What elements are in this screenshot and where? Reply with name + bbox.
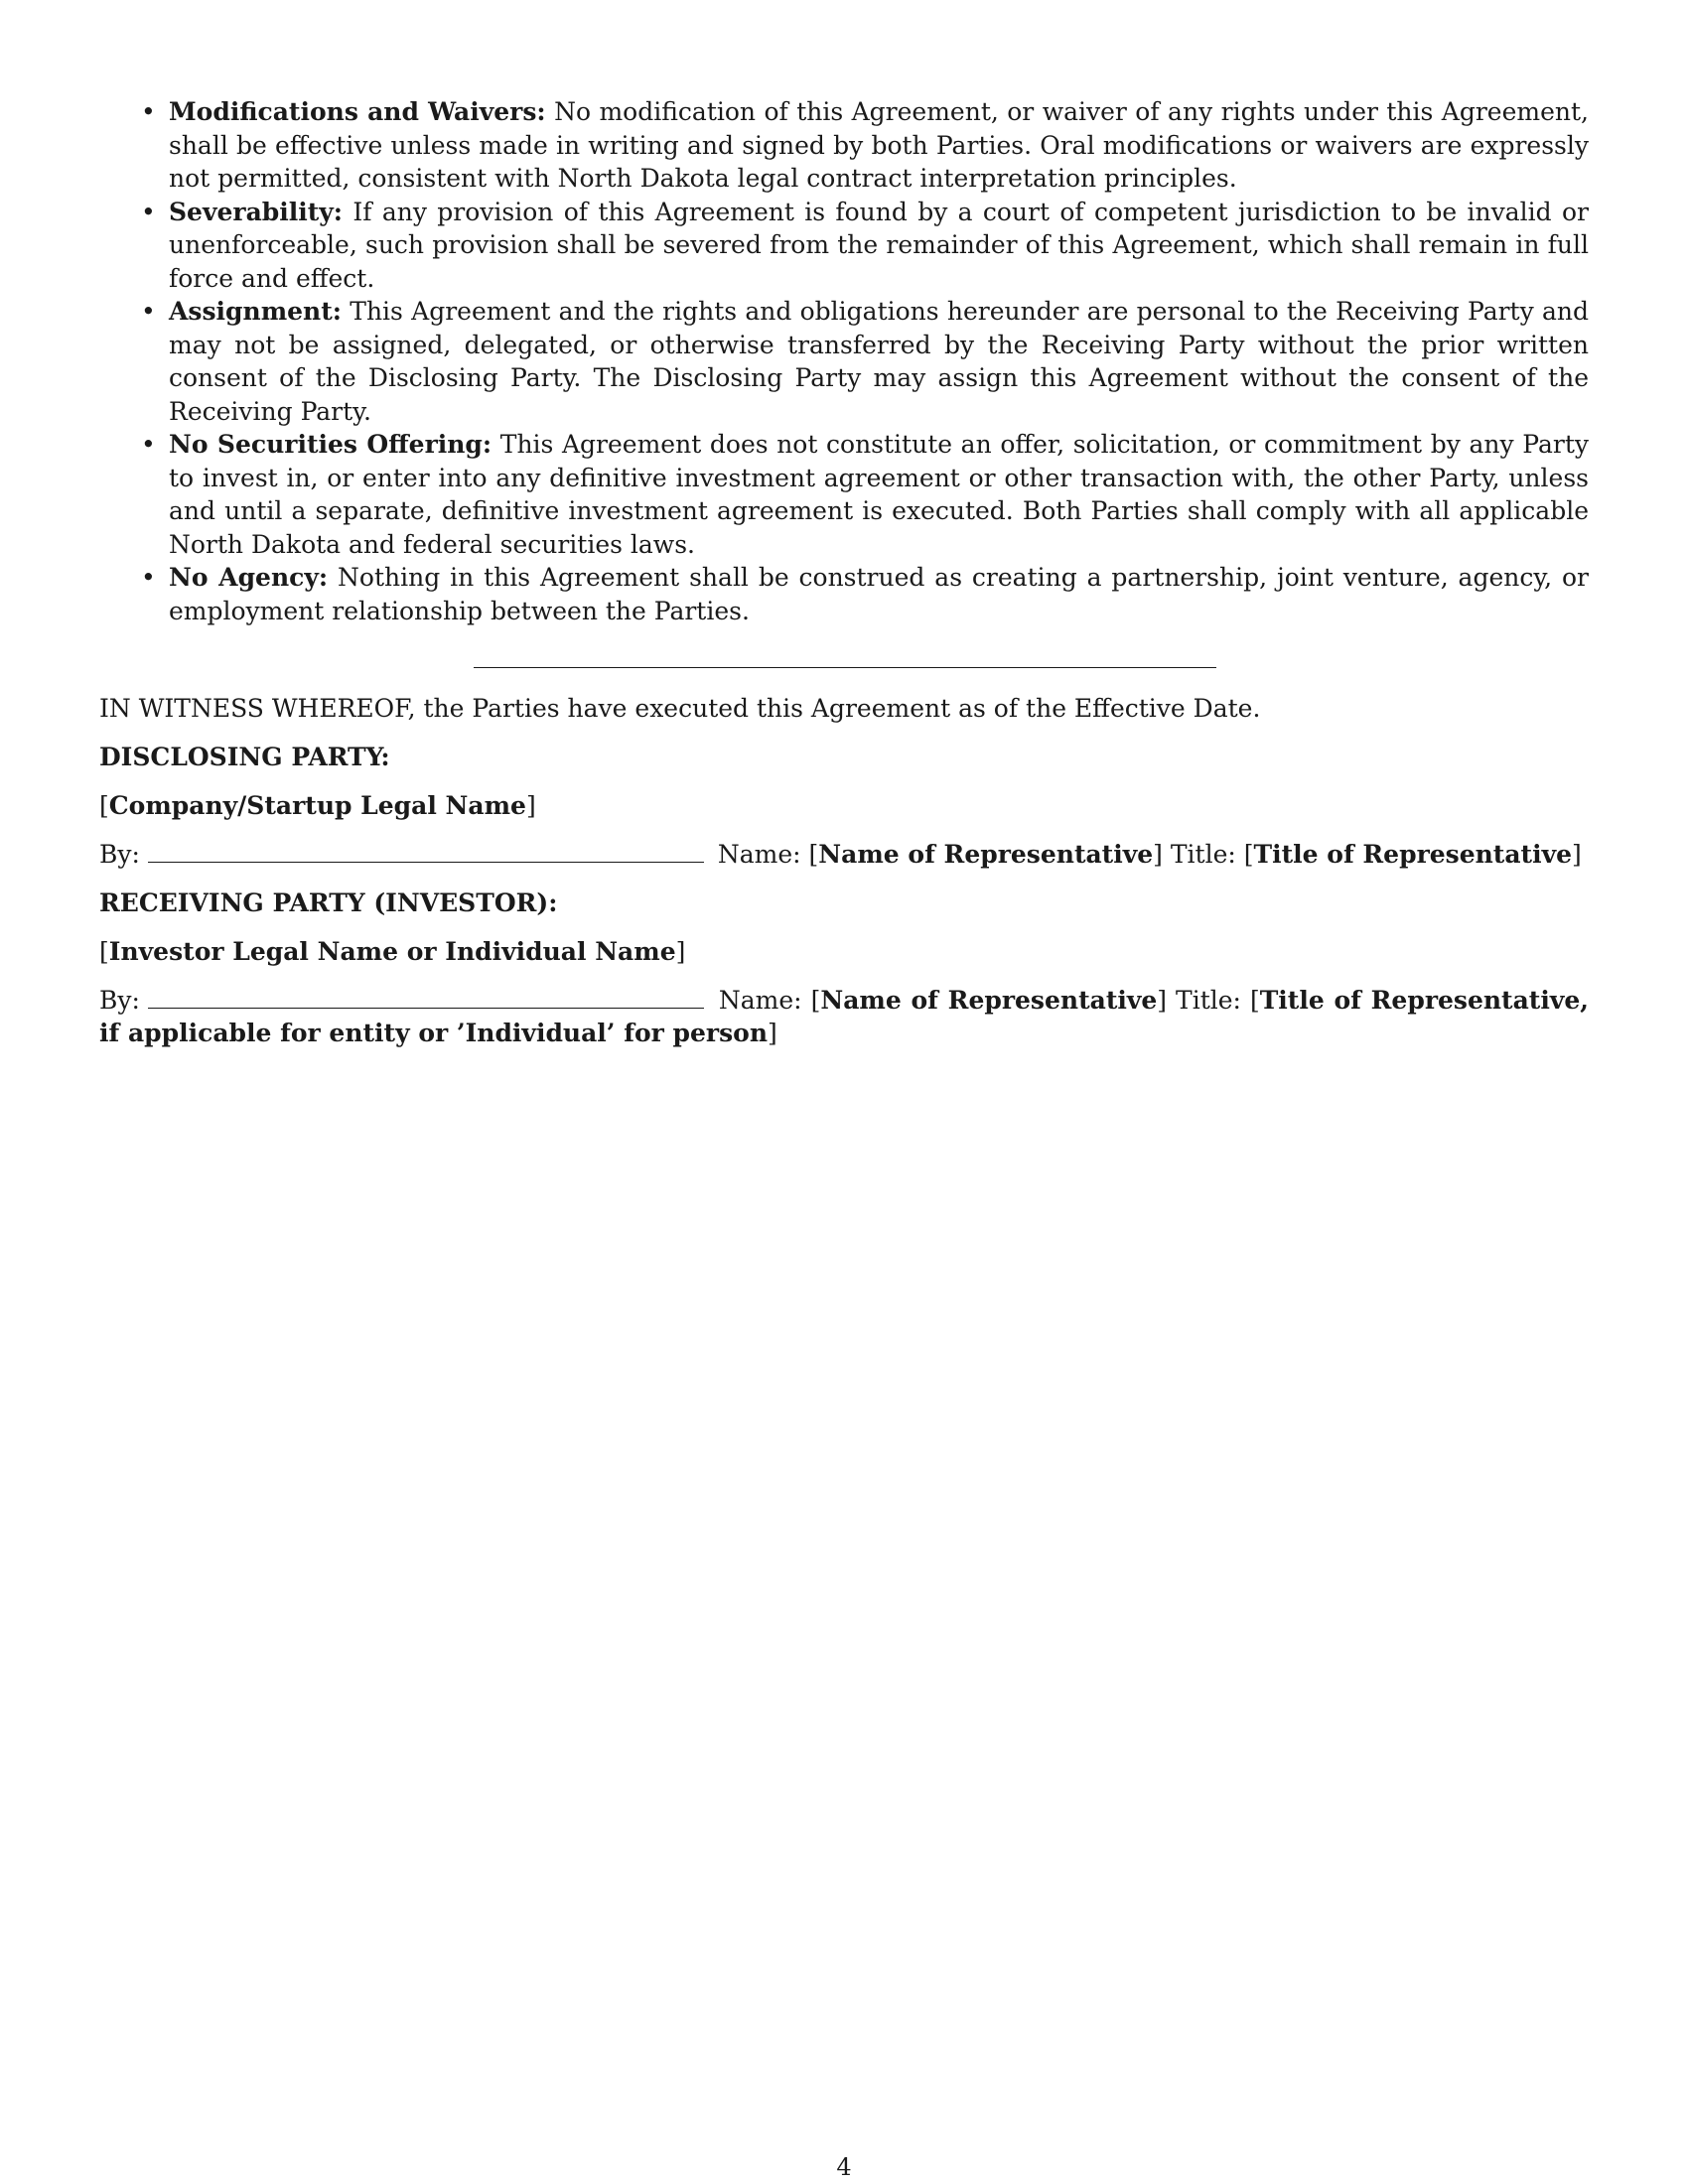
disclosing-signature-line: By: Name: [Name of Representative] Title: [Title of Representative] bbox=[99, 840, 1582, 869]
signature-blank[interactable] bbox=[148, 840, 704, 863]
bullet-icon: • bbox=[141, 563, 156, 592]
title-label: Title: bbox=[1170, 840, 1236, 869]
clause-assignment bbox=[99, 295, 1589, 428]
clause-modifications-waivers bbox=[99, 95, 1589, 196]
clause-list bbox=[99, 95, 1589, 627]
clause-title: No Securities Offering: bbox=[169, 430, 492, 459]
by-label: By: bbox=[99, 986, 140, 1015]
receiving-legal-name-value: Investor Legal Name or Individual Name bbox=[108, 937, 676, 966]
document-page bbox=[99, 95, 1589, 1049]
clause-title: No Agency: bbox=[169, 563, 329, 592]
clause-title: Assignment: bbox=[169, 297, 343, 326]
section-divider bbox=[474, 667, 1216, 668]
clause-title: Severability: bbox=[169, 197, 344, 226]
receiving-signature-line: By: Name: [Name of Representative] Title: [Title of Representative, if applicable for entity or ’Individual’ for person] bbox=[99, 986, 1589, 1047]
name-label: Name: bbox=[717, 840, 801, 869]
bullet-icon: • bbox=[141, 197, 156, 226]
bullet-icon: • bbox=[141, 97, 156, 126]
clause-text: No modification of this Agreement, or waiver of any rights under this Agreement, shall be effective unless made in writing and signed by both Parties. Oral modifications or waivers are expressly not permitted, consistent with North Dakota legal contract interpretation principles. bbox=[169, 97, 1589, 193]
representative-title: Title of Representative bbox=[1253, 840, 1573, 869]
title-label: Title: bbox=[1176, 986, 1241, 1015]
witness-statement: IN WITNESS WHEREOF, the Parties have executed this Agreement as of the Effective Date. bbox=[99, 694, 1261, 723]
clause-no-securities-offering bbox=[99, 428, 1589, 561]
by-label: By: bbox=[99, 840, 140, 869]
clause-no-agency bbox=[99, 561, 1589, 627]
signature-blank[interactable] bbox=[148, 986, 704, 1009]
representative-name: Name of Representative bbox=[820, 986, 1158, 1015]
bullet-icon: • bbox=[141, 430, 156, 459]
receiving-party-heading: RECEIVING PARTY (INVESTOR): bbox=[99, 888, 558, 917]
representative-title: Title of Representative, if applicable for entity or ’Individual’ for person bbox=[99, 986, 1589, 1047]
representative-name: Name of Representative bbox=[818, 840, 1154, 869]
disclosing-legal-name-value: Company/Startup Legal Name bbox=[108, 791, 526, 820]
page-number: 4 bbox=[836, 2153, 852, 2181]
name-label: Name: bbox=[718, 986, 802, 1015]
clause-text: If any provision of this Agreement is found by a court of competent jurisdiction to be invalid or unenforceable, such provision shall be severed from the remainder of this Agreement, which shall remain in full force and effect. bbox=[169, 197, 1589, 293]
clause-title: Modifications and Waivers: bbox=[169, 97, 546, 126]
disclosing-legal-name: [Company/Startup Legal Name] bbox=[99, 791, 536, 820]
clause-text: This Agreement does not constitute an offer, solicitation, or commitment by any Party to invest in, or enter into any definitive investment agreement or other transaction with, the other Party, unless and until a separate, definitive investment agreement is executed. Both Parties shall comply with all applicable North Dakota and federal securities laws. bbox=[169, 430, 1589, 559]
clause-text: This Agreement and the rights and obligations hereunder are personal to the Receiving Party and may not be assigned, delegated, or otherwise transferred by the Receiving Party without the prior written consent of the Disclosing Party. The Disclosing Party may assign this Agreement without the consent of the Receiving Party. bbox=[169, 297, 1589, 426]
bullet-icon: • bbox=[141, 297, 156, 326]
disclosing-party-heading: DISCLOSING PARTY: bbox=[99, 743, 390, 771]
clause-text: Nothing in this Agreement shall be construed as creating a partnership, joint venture, agency, or employment relationship between the Parties. bbox=[169, 563, 1589, 625]
clause-severability bbox=[99, 196, 1589, 296]
receiving-legal-name: [Investor Legal Name or Individual Name] bbox=[99, 937, 686, 966]
